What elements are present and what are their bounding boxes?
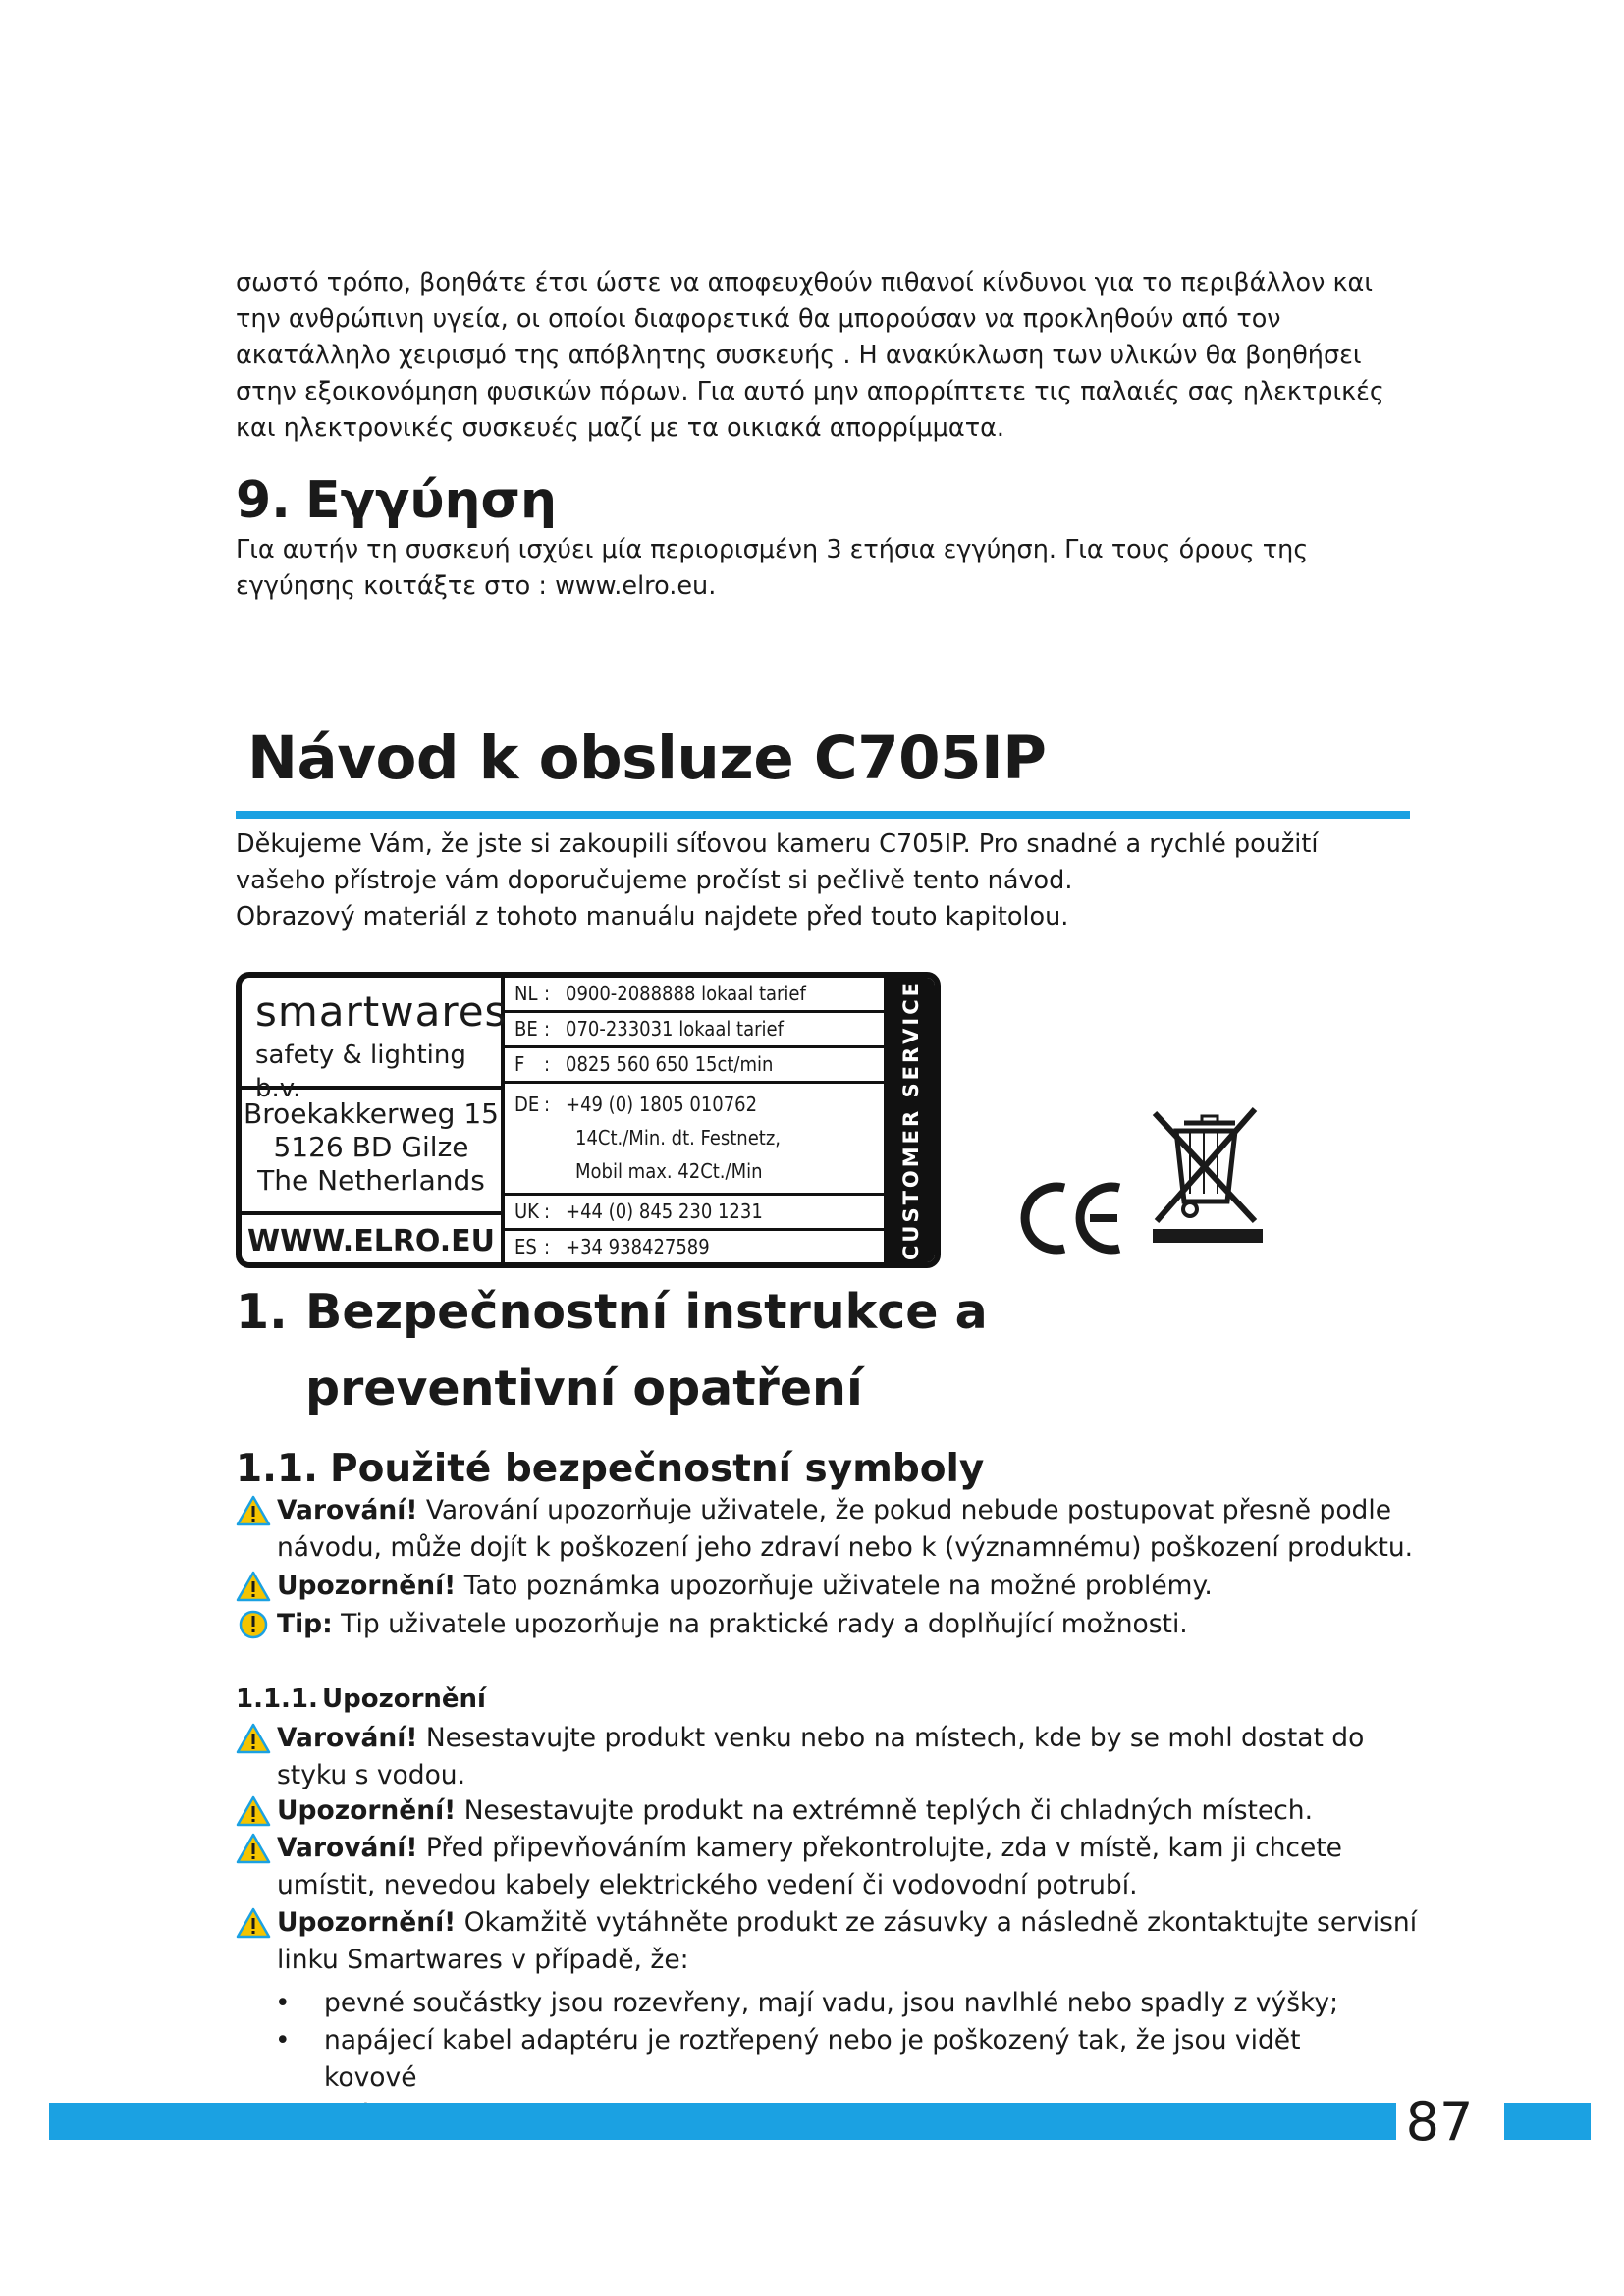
phone-number: +49 (0) 1805 010762 xyxy=(566,1093,758,1116)
weee-bin xyxy=(1145,1103,1267,1245)
symbol-text: Tip uživatele upozorňuje na praktické rady a doplňující možnosti. xyxy=(332,1609,1188,1639)
section-1-line xyxy=(236,1274,1119,1351)
customer-service-text: CUSTOMER SERVICE xyxy=(899,980,923,1260)
section-1-1-heading xyxy=(236,1447,984,1492)
phone-number: 0900-2088888 lokaal tarief xyxy=(566,982,806,1005)
phone-note: 14Ct./Min. dt. Festnetz, xyxy=(575,1126,781,1149)
bullet-item xyxy=(275,1985,1394,2022)
warning-text-cont: umístit, nevedou kabely elektrického vedení či vodovodní potrubí. xyxy=(277,1870,1138,1900)
section-1-1-1-title: Upozornění xyxy=(322,1684,486,1714)
section-1-heading xyxy=(236,1274,1119,1427)
section-1-number: 1. xyxy=(236,1284,288,1340)
phone-row: BE : 070-233031 lokaal tarief xyxy=(505,1013,893,1048)
phone-note: Mobil max. 42Ct./Min xyxy=(575,1159,763,1183)
warning-icon xyxy=(236,1495,271,1526)
phone-number: +44 (0) 845 230 1231 xyxy=(566,1200,763,1223)
greek-intro-line: και ηλεκτρονικές συσκευές μαζί με τα οικιακά απορρίμματα. xyxy=(236,413,1004,443)
section-1-line xyxy=(236,1351,1119,1427)
bullet-dot: • xyxy=(275,2025,291,2056)
page-title: Návod k obsluze C705IP xyxy=(247,723,1047,793)
section-1-title-line2: preventivní opatření xyxy=(305,1361,863,1416)
label-address-line: 5126 BD Gilze xyxy=(273,1131,469,1163)
symbol-text-cont: návodu, může dojít k poškození jeho zdraví nebo k (významnému) poškození produktu. xyxy=(277,1532,1414,1563)
greek-intro-paragraph xyxy=(236,265,1434,447)
symbol-item-tip xyxy=(236,1606,1424,1643)
section-1-1-1-number: 1.1.1. xyxy=(236,1684,318,1714)
warning-icon xyxy=(236,1723,271,1754)
warning-text: Nesestavujte produkt na extrémně teplých či chladných místech. xyxy=(456,1795,1313,1826)
czech-intro-line: vašeho přístroje vám doporučujeme pročíst si pečlivě tento návod. xyxy=(236,866,1073,895)
warning-text: Nesestavujte produkt venku nebo na místech, kde by se mohl dostat do xyxy=(417,1723,1365,1753)
phone-country: F xyxy=(514,1052,525,1076)
product-label xyxy=(236,972,941,1268)
section-1-1-1-heading xyxy=(236,1682,486,1716)
greek-intro-line: ακατάλληλο χειρισμό της απόβλητης συσκευής . Η ανακύκλωση των υλικών θα βοηθήσει xyxy=(236,341,1362,370)
phone-number: 070-233031 lokaal tarief xyxy=(566,1017,784,1041)
warning-text: Před připevňováním kamery překontrolujte, zda v místě, kam ji chcete xyxy=(417,1833,1342,1863)
symbol-label: Varování! xyxy=(277,1495,418,1525)
label-brand-name: smartwares xyxy=(255,988,508,1036)
phone-country: NL xyxy=(514,982,538,1005)
label-address-line: The Netherlands xyxy=(257,1164,485,1197)
czech-intro-line: Obrazový materiál z tohoto manuálu najdete před touto kapitolou. xyxy=(236,902,1069,932)
symbol-label: Upozornění! xyxy=(277,1571,457,1601)
label-phone-list xyxy=(505,978,893,1262)
ce-mark-icon xyxy=(1017,1174,1135,1262)
warning-label: Varování! xyxy=(277,1723,418,1753)
bullet-text: napájecí kabel adaptéru je roztřepený nebo je poškozený tak, že jsou vidět kovové xyxy=(324,2025,1301,2093)
warning-item xyxy=(236,1904,1424,1979)
info-icon xyxy=(236,1609,271,1640)
label-brand-sub: safety & lighting b.v. xyxy=(255,1041,466,1103)
phone-number: 0825 560 650 15ct/min xyxy=(566,1052,774,1076)
section-9-line: εγγύησης κοιτάξτε στο : www.elro.eu. xyxy=(236,571,717,601)
ce-mark xyxy=(1017,1174,1135,1262)
bullet-text: pevné součástky jsou rozevřeny, mají vadu, jsou navlhlé nebo spadly z výšky; xyxy=(324,1988,1339,2018)
crossed-bin-icon xyxy=(1145,1103,1267,1245)
warning-icon xyxy=(236,1833,271,1864)
warning-icon xyxy=(236,1907,271,1939)
symbol-label: Tip: xyxy=(277,1609,333,1639)
section-1-title-line1: Bezpečnostní instrukce a xyxy=(305,1284,988,1340)
warning-label: Varování! xyxy=(277,1833,418,1863)
phone-row: DE : +49 (0) 1805 010762 14Ct./Min. dt. Festnetz, Mobil max. 42Ct./Min xyxy=(505,1084,893,1196)
phone-row: UK : +44 (0) 845 230 1231 xyxy=(505,1196,893,1231)
phone-country: ES xyxy=(514,1235,537,1258)
warning-label: Upozornění! xyxy=(277,1907,457,1938)
symbol-text: Tato poznámka upozorňuje uživatele na možné problémy. xyxy=(456,1571,1213,1601)
greek-intro-line: σωστό τρόπο, βοηθάτε έτσι ώστε να αποφευχθούν πιθανοί κίνδυνοι για το περιβάλλον και xyxy=(236,268,1373,297)
phone-number: +34 938427589 xyxy=(566,1235,710,1258)
section-9-number: 9. xyxy=(236,471,291,530)
warning-label: Upozornění! xyxy=(277,1795,457,1826)
warning-text-cont: styku s vodou. xyxy=(277,1760,466,1790)
section-9-paragraph xyxy=(236,532,1434,605)
symbol-item-caution xyxy=(236,1568,1424,1605)
warning-text-cont: linku Smartwares v případě, že: xyxy=(277,1945,689,1975)
symbol-text: Varování upozorňuje uživatele, že pokud nebude postupovat přesně podle xyxy=(417,1495,1392,1525)
phone-row: ES : +34 938427589 xyxy=(505,1231,893,1266)
phone-country: DE xyxy=(514,1093,540,1116)
label-address-line: Broekakkerweg 15 xyxy=(244,1097,499,1130)
phone-row: NL : 0900-2088888 lokaal tarief xyxy=(505,978,893,1013)
phone-country: BE xyxy=(514,1017,538,1041)
section-9-title: Εγγύηση xyxy=(305,471,558,530)
label-website: WWW.ELRO.EU xyxy=(246,1224,496,1258)
section-9-line: Για αυτήν τη συσκευή ισχύει μία περιορισμένη 3 ετήσια εγγύηση. Για τους όρους της xyxy=(236,535,1309,564)
page-number: 87 xyxy=(1405,2091,1474,2153)
czech-intro-paragraph xyxy=(236,827,1434,935)
greek-intro-line: στην εξοικονόμηση φυσικών πόρων. Για αυτό μην απορρίπτετε τις παλαιές σας ηλεκτρικές xyxy=(236,377,1384,406)
phone-row: F : 0825 560 650 15ct/min xyxy=(505,1048,893,1084)
warning-icon xyxy=(236,1571,271,1602)
warning-item xyxy=(236,1792,1424,1830)
label-address xyxy=(242,1090,501,1215)
bullet-dot: • xyxy=(275,1988,291,2018)
warning-icon xyxy=(236,1795,271,1827)
label-left-column xyxy=(242,978,508,1262)
footer-bar-left xyxy=(49,2103,1396,2140)
czech-intro-line: Děkujeme Vám, že jste si zakoupili síťovou kameru C705IP. Pro snadné a rychlé použití xyxy=(236,829,1319,859)
label-brand-block xyxy=(242,978,508,1103)
warning-text: Okamžitě vytáhněte produkt ze zásuvky a následně zkontaktujte servisní xyxy=(456,1907,1418,1938)
label-customer-service-strip xyxy=(884,978,935,1262)
greek-intro-line: την ανθρώπινη υγεία, οι οποίοι διαφορετικά θα μπορούσαν να προκληθούν από τον xyxy=(236,304,1281,334)
warning-item xyxy=(236,1830,1424,1904)
phone-country: UK xyxy=(514,1200,539,1223)
symbol-item-warning xyxy=(236,1492,1424,1567)
section-9-heading xyxy=(236,471,557,530)
section-1-1-number: 1.1. xyxy=(236,1447,318,1491)
title-underline xyxy=(236,811,1410,819)
warning-item xyxy=(236,1720,1424,1794)
section-1-1-title: Použité bezpečnostní symboly xyxy=(330,1447,985,1491)
footer-bar-right xyxy=(1504,2103,1591,2140)
